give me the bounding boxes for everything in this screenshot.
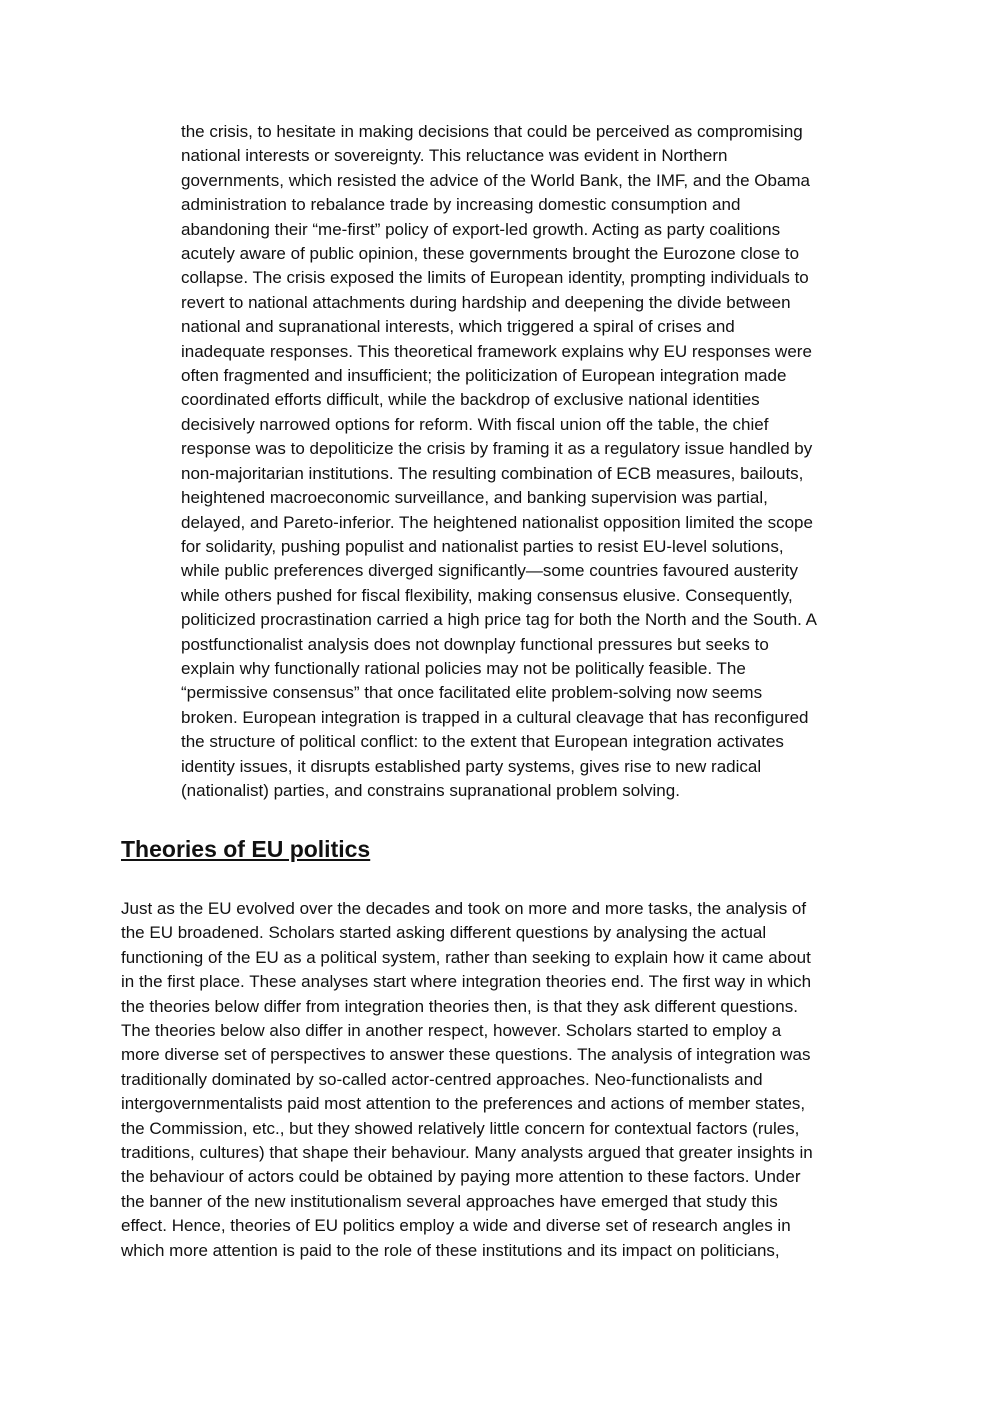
text-line: postfunctionalist analysis does not downplay functional pressures but seeks to	[181, 634, 769, 654]
text-line: often fragmented and insufficient; the politicization of European integration made	[181, 366, 787, 386]
text-line: the EU broadened. Scholars started asking different questions by analysing the actual	[121, 923, 767, 943]
text-line: in the first place. These analyses start where integration theories end. The first way in which	[121, 972, 812, 992]
section-heading: Theories of EU politics	[121, 836, 371, 862]
text-line: politicized procrastination carried a high price tag for both the North and the South. A	[181, 610, 817, 630]
text-line: coordinated efforts difficult, while the backdrop of exclusive national identities	[181, 390, 760, 410]
text-line: response was to depoliticize the crisis by framing it as a regulatory issue handled by	[181, 439, 813, 459]
text-line: while public preferences diverged significantly—some countries favoured austerity	[181, 561, 799, 581]
text-line: explain why functionally rational policies may not be politically feasible. The	[181, 658, 746, 678]
text-line: the theories below differ from integration theories then, is that they ask different questions.	[121, 996, 798, 1016]
text-line: the structure of political conflict: to the extent that European integration activates	[181, 732, 784, 752]
text-line: the crisis, to hesitate in making decisions that could be perceived as compromising	[181, 122, 803, 141]
text-line: national interests or sovereignty. This reluctance was evident in Northern	[181, 146, 728, 166]
text-line: The theories below also differ in another respect, however. Scholars started to employ a	[121, 1021, 782, 1041]
text-line: “permissive consensus” that once facilitated elite problem-solving now seems	[181, 683, 763, 703]
text-line: inadequate responses. This theoretical framework explains why EU responses were	[181, 341, 812, 361]
text-line: effect. Hence, theories of EU politics employ a wide and diverse set of research angles in	[121, 1216, 791, 1236]
text-line: heightened macroeconomic surveillance, and banking supervision was partial,	[181, 488, 768, 508]
text-line: broken. European integration is trapped in a cultural cleavage that has reconfigured	[181, 707, 809, 727]
text-line: the Commission, etc., but they showed relatively little concern for contextual factors (rules,	[121, 1118, 800, 1138]
text-line: the banner of the new institutionalism several approaches have emerged that study this	[121, 1191, 778, 1211]
text-line: abandoning their “me-first” policy of export-led growth. Acting as party coalitions	[181, 219, 781, 239]
section-body-paragraph	[121, 897, 881, 1263]
text-line: functioning of the EU as a political system, rather than seeking to explain how it came about	[121, 947, 811, 967]
text-line: the behaviour of actors could be obtained by paying more attention to these factors. Under	[121, 1167, 801, 1187]
text-line: more diverse set of perspectives to answer these questions. The analysis of integration was	[121, 1045, 811, 1065]
text-line: for solidarity, pushing populist and nationalist parties to resist EU-level solutions,	[181, 536, 784, 556]
text-line: collapse. The crisis exposed the limits of European identity, prompting individuals to	[181, 268, 809, 288]
text-line: acutely aware of public opinion, these governments brought the Eurozone close to	[181, 244, 800, 264]
text-line: (nationalist) parties, and constrains supranational problem solving.	[181, 780, 680, 800]
text-line: administration to rebalance trade by increasing domestic consumption and	[181, 195, 741, 215]
text-line: traditions, cultures) that shape their behaviour. Many analysts argued that greater insights in	[121, 1143, 813, 1163]
text-line: while others pushed for fiscal flexibility, making consensus elusive. Consequently,	[181, 585, 793, 605]
text-line: governments, which resisted the advice of the World Bank, the IMF, and the Obama	[181, 170, 811, 190]
text-line: intergovernmentalists paid most attention to the preferences and actions of member states,	[121, 1094, 806, 1114]
text-line: decisively narrowed options for reform. With fiscal union off the table, the chief	[181, 414, 769, 434]
text-line: revert to national attachments during hardship and deepening the divide between	[181, 292, 791, 312]
indented-paragraph	[181, 120, 881, 803]
text-line: identity issues, it disrupts established party systems, gives rise to new radical	[181, 756, 762, 776]
text-line: delayed, and Pareto-inferior. The heightened nationalist opposition limited the scope	[181, 512, 813, 532]
text-line: Just as the EU evolved over the decades and took on more and more tasks, the analysis of	[121, 899, 807, 918]
text-line: traditionally dominated by so-called actor-centred approaches. Neo-functionalists and	[121, 1069, 763, 1089]
text-line: which more attention is paid to the role of these institutions and its impact on politicians,	[121, 1240, 780, 1260]
text-line: non-majoritarian institutions. The resulting combination of ECB measures, bailouts,	[181, 463, 804, 483]
text-line: national and supranational interests, which triggered a spiral of crises and	[181, 317, 735, 337]
